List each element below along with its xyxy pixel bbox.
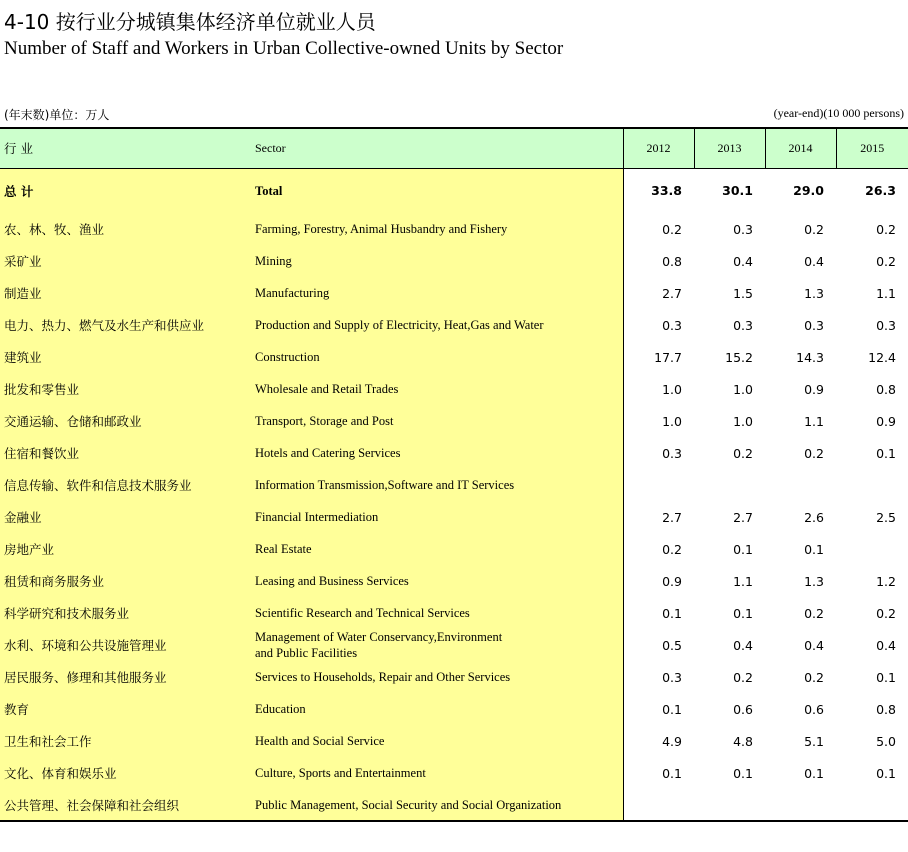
value-cell-2014: 0.2 bbox=[765, 437, 836, 469]
value-cell-2015: 0.9 bbox=[836, 405, 908, 437]
value-cell-2012 bbox=[623, 789, 694, 821]
table-row bbox=[0, 501, 908, 533]
unit-label-cn: (年末数)单位：万人 bbox=[4, 108, 110, 122]
value-cell-2015: 0.1 bbox=[836, 757, 908, 789]
value-cell-2014: 1.3 bbox=[765, 565, 836, 597]
sector-name-en-line: Farming, Forestry, Animal Husbandry and Fishery bbox=[255, 222, 508, 236]
value-cell-2014: 1.3 bbox=[765, 277, 836, 309]
value-cell-2013: 0.3 bbox=[694, 309, 765, 341]
value-cell-2013: 0.4 bbox=[694, 245, 765, 277]
value-cell-2015: 12.4 bbox=[836, 341, 908, 373]
sector-name-en-line: and Public Facilities bbox=[255, 646, 358, 660]
value-cell-2015: 26.3 bbox=[836, 168, 908, 213]
value-cell-2013: 1.5 bbox=[694, 277, 765, 309]
header-sector-en: Sector bbox=[255, 128, 623, 168]
value-cell-2015: 5.0 bbox=[836, 725, 908, 757]
sector-name-en-line: Culture, Sports and Entertainment bbox=[255, 766, 426, 780]
value-cell-2013: 0.6 bbox=[694, 693, 765, 725]
sector-name-en-line: Mining bbox=[255, 254, 292, 268]
value-cell-2012: 1.0 bbox=[623, 373, 694, 405]
value-cell-2013: 1.0 bbox=[694, 373, 765, 405]
value-cell-2014: 2.6 bbox=[765, 501, 836, 533]
sector-name-en-line: Real Estate bbox=[255, 542, 312, 556]
sector-name-cn: 科学研究和技术服务业 bbox=[0, 597, 255, 629]
value-cell-2014: 0.1 bbox=[765, 533, 836, 565]
sector-name-en bbox=[255, 629, 623, 661]
sector-name-en bbox=[255, 693, 623, 725]
sector-name-cn: 采矿业 bbox=[0, 245, 255, 277]
table-row bbox=[0, 565, 908, 597]
sector-name-en bbox=[255, 469, 623, 501]
sector-name-en bbox=[255, 757, 623, 789]
table-row-total bbox=[0, 168, 908, 213]
table-row bbox=[0, 533, 908, 565]
sector-name-en bbox=[255, 533, 623, 565]
table-row bbox=[0, 725, 908, 757]
sector-name-en bbox=[255, 661, 623, 693]
sector-name-cn: 制造业 bbox=[0, 277, 255, 309]
value-cell-2012: 0.1 bbox=[623, 597, 694, 629]
sector-name-en-line: Manufacturing bbox=[255, 286, 330, 300]
value-cell-2014: 0.2 bbox=[765, 597, 836, 629]
value-cell-2012: 0.3 bbox=[623, 309, 694, 341]
table-row bbox=[0, 341, 908, 373]
table-row bbox=[0, 693, 908, 725]
sector-name-en bbox=[255, 565, 623, 597]
sector-name-cn: 农、林、牧、渔业 bbox=[0, 213, 255, 245]
sector-name-en bbox=[255, 245, 623, 277]
value-cell-2012: 33.8 bbox=[623, 168, 694, 213]
sector-name-cn: 租赁和商务服务业 bbox=[0, 565, 255, 597]
value-cell-2015: 0.1 bbox=[836, 437, 908, 469]
table-row bbox=[0, 757, 908, 789]
value-cell-2012: 0.5 bbox=[623, 629, 694, 661]
value-cell-2013: 0.1 bbox=[694, 597, 765, 629]
value-cell-2014: 5.1 bbox=[765, 725, 836, 757]
value-cell-2014: 14.3 bbox=[765, 341, 836, 373]
value-cell-2013: 0.2 bbox=[694, 661, 765, 693]
value-cell-2015: 0.2 bbox=[836, 597, 908, 629]
sector-name-en bbox=[255, 501, 623, 533]
table-row bbox=[0, 437, 908, 469]
value-cell-2013: 1.0 bbox=[694, 405, 765, 437]
value-cell-2015: 0.2 bbox=[836, 245, 908, 277]
value-cell-2012 bbox=[623, 469, 694, 501]
sector-name-en-line: Public Management, Social Security and Social Organization bbox=[255, 797, 562, 812]
value-cell-2015: 0.1 bbox=[836, 661, 908, 693]
value-cell-2014: 0.4 bbox=[765, 245, 836, 277]
value-cell-2012: 2.7 bbox=[623, 501, 694, 533]
value-cell-2012: 0.9 bbox=[623, 565, 694, 597]
value-cell-2012: 0.3 bbox=[623, 661, 694, 693]
sector-name-en bbox=[255, 341, 623, 373]
sector-name-en-line: Scientific Research and Technical Services bbox=[255, 606, 470, 620]
sector-name-en-line: Financial Intermediation bbox=[255, 510, 379, 524]
header-year: 2015 bbox=[836, 128, 908, 168]
sector-name-en bbox=[255, 789, 623, 821]
value-cell-2013: 15.2 bbox=[694, 341, 765, 373]
header-year: 2013 bbox=[694, 128, 765, 168]
value-cell-2013 bbox=[694, 469, 765, 501]
table-row bbox=[0, 245, 908, 277]
value-cell-2014: 0.2 bbox=[765, 661, 836, 693]
sector-name-cn: 水利、环境和公共设施管理业 bbox=[0, 629, 255, 661]
value-cell-2012: 4.9 bbox=[623, 725, 694, 757]
sector-name-en-line: Services to Households, Repair and Other Services bbox=[255, 670, 511, 684]
value-cell-2015: 1.2 bbox=[836, 565, 908, 597]
sector-name-cn: 教育 bbox=[0, 693, 255, 725]
sector-name-en-line: Production and Supply of Electricity, Heat,Gas and Water bbox=[255, 318, 544, 332]
sector-name-cn: 公共管理、社会保障和社会组织 bbox=[0, 789, 255, 821]
value-cell-2012: 0.1 bbox=[623, 757, 694, 789]
value-cell-2015: 0.4 bbox=[836, 629, 908, 661]
table-row bbox=[0, 597, 908, 629]
sector-name-cn: 金融业 bbox=[0, 501, 255, 533]
sector-name-en-line: Information Transmission,Software and IT Services bbox=[255, 478, 515, 492]
table-row bbox=[0, 661, 908, 693]
header-sector-cn: 行 业 bbox=[0, 128, 255, 168]
value-cell-2012: 0.3 bbox=[623, 437, 694, 469]
sector-name-en-line: Transport, Storage and Post bbox=[255, 414, 394, 428]
table-row bbox=[0, 277, 908, 309]
value-cell-2015 bbox=[836, 469, 908, 501]
table-row bbox=[0, 405, 908, 437]
value-cell-2013: 4.8 bbox=[694, 725, 765, 757]
sector-name-en-line: Education bbox=[255, 702, 306, 716]
table-header-row bbox=[0, 128, 908, 168]
value-cell-2015 bbox=[836, 533, 908, 565]
value-cell-2013: 2.7 bbox=[694, 501, 765, 533]
sector-name-en-line: Health and Social Service bbox=[255, 734, 385, 748]
table-title-cn: 4-10 按行业分城镇集体经济单位就业人员 bbox=[4, 10, 376, 34]
value-cell-2014: 0.3 bbox=[765, 309, 836, 341]
value-cell-2015: 2.5 bbox=[836, 501, 908, 533]
value-cell-2013: 0.1 bbox=[694, 533, 765, 565]
value-cell-2015 bbox=[836, 789, 908, 821]
sector-name-en-line: Hotels and Catering Services bbox=[255, 446, 401, 460]
sector-name-cn: 建筑业 bbox=[0, 341, 255, 373]
table-row bbox=[0, 373, 908, 405]
value-cell-2012: 0.2 bbox=[623, 213, 694, 245]
unit-label-en: (year-end)(10 000 persons) bbox=[773, 106, 904, 120]
value-cell-2014: 0.4 bbox=[765, 629, 836, 661]
sector-name-cn: 住宿和餐饮业 bbox=[0, 437, 255, 469]
sector-name-en-line: Total bbox=[255, 183, 283, 198]
value-cell-2012: 0.8 bbox=[623, 245, 694, 277]
value-cell-2013: 0.4 bbox=[694, 629, 765, 661]
value-cell-2014: 0.6 bbox=[765, 693, 836, 725]
table-row bbox=[0, 213, 908, 245]
value-cell-2015: 0.3 bbox=[836, 309, 908, 341]
table-row bbox=[0, 629, 908, 661]
value-cell-2013: 1.1 bbox=[694, 565, 765, 597]
value-cell-2015: 0.2 bbox=[836, 213, 908, 245]
value-cell-2012: 17.7 bbox=[623, 341, 694, 373]
table-row bbox=[0, 309, 908, 341]
sector-name-en-line: Leasing and Business Services bbox=[255, 574, 409, 588]
value-cell-2014 bbox=[765, 789, 836, 821]
sector-name-en-line: Management of Water Conservancy,Environment bbox=[255, 630, 503, 644]
table-row bbox=[0, 789, 908, 821]
value-cell-2015: 0.8 bbox=[836, 693, 908, 725]
value-cell-2014: 1.1 bbox=[765, 405, 836, 437]
sector-name-en-line: Wholesale and Retail Trades bbox=[255, 382, 399, 396]
table-row bbox=[0, 469, 908, 501]
sector-name-cn: 电力、热力、燃气及水生产和供应业 bbox=[0, 309, 255, 341]
value-cell-2012: 2.7 bbox=[623, 277, 694, 309]
sector-name-en bbox=[255, 168, 623, 213]
value-cell-2012: 0.2 bbox=[623, 533, 694, 565]
value-cell-2014: 29.0 bbox=[765, 168, 836, 213]
value-cell-2014 bbox=[765, 469, 836, 501]
sector-name-en bbox=[255, 213, 623, 245]
value-cell-2013 bbox=[694, 789, 765, 821]
employment-table bbox=[0, 127, 908, 822]
value-cell-2013: 30.1 bbox=[694, 168, 765, 213]
sector-name-cn: 总 计 bbox=[0, 168, 255, 213]
header-year: 2014 bbox=[765, 128, 836, 168]
sector-name-en bbox=[255, 309, 623, 341]
sector-name-en bbox=[255, 725, 623, 757]
sector-name-cn: 文化、体育和娱乐业 bbox=[0, 757, 255, 789]
value-cell-2014: 0.9 bbox=[765, 373, 836, 405]
value-cell-2015: 1.1 bbox=[836, 277, 908, 309]
sector-name-en bbox=[255, 277, 623, 309]
sector-name-en bbox=[255, 405, 623, 437]
sector-name-en bbox=[255, 437, 623, 469]
value-cell-2014: 0.2 bbox=[765, 213, 836, 245]
value-cell-2015: 0.8 bbox=[836, 373, 908, 405]
table-body bbox=[0, 168, 908, 821]
sector-name-cn: 房地产业 bbox=[0, 533, 255, 565]
header-year: 2012 bbox=[623, 128, 694, 168]
sector-name-cn: 信息传输、软件和信息技术服务业 bbox=[0, 469, 255, 501]
sector-name-cn: 交通运输、仓储和邮政业 bbox=[0, 405, 255, 437]
table-title-en: Number of Staff and Workers in Urban Collective-owned Units by Sector bbox=[4, 38, 564, 59]
value-cell-2013: 0.2 bbox=[694, 437, 765, 469]
sector-name-cn: 批发和零售业 bbox=[0, 373, 255, 405]
sector-name-en bbox=[255, 597, 623, 629]
sector-name-en bbox=[255, 373, 623, 405]
sector-name-cn: 居民服务、修理和其他服务业 bbox=[0, 661, 255, 693]
value-cell-2012: 0.1 bbox=[623, 693, 694, 725]
value-cell-2012: 1.0 bbox=[623, 405, 694, 437]
sector-name-cn: 卫生和社会工作 bbox=[0, 725, 255, 757]
value-cell-2013: 0.1 bbox=[694, 757, 765, 789]
value-cell-2013: 0.3 bbox=[694, 213, 765, 245]
value-cell-2014: 0.1 bbox=[765, 757, 836, 789]
sector-name-en-line: Construction bbox=[255, 350, 320, 364]
